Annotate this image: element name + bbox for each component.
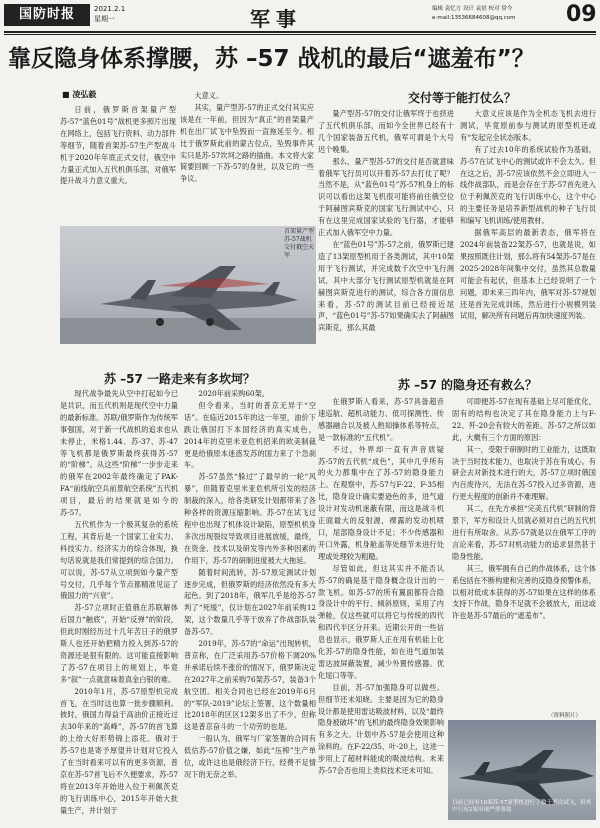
paragraph: 目前，苏-57加强隐身可以做些。但细节还未知晓。主要是因为它的隐身设计都是使用雷达吸波材料，以及“最终隐身被破坏”的飞机的最终隐身效果影响有多之大。计划中苏-57是会使用这种涂料的。在F-22/35、叶-20上，这进一步用上了超材料能成的吸波结构。未来苏-57会否也用上类似技术还未可知。 (318, 682, 444, 776)
paragraph: 其一，受限于研制时的工业能力，这既取决于当时技术能力，也取决于苏在有成心。有研会去对新技术进行的大，苏-57立项时俄国内百废待兴，无法在苏-57投入过多资源，进行更大程度的创新并不难理解。 (452, 444, 596, 502)
paragraph: 五代机作为一个极其复杂的系统工程，其背后是一个国家工业实力、科技实力、经济实力的综合体现，换句话说就是我们常提到的综合国力。可以说，苏-57从立项到如今量产型号交付，几乎每个节点都精准见证了俄国力的“兴衰”。 (60, 519, 178, 601)
paragraph: 不过，外界却一直有声音质疑苏-57的五代机“成色”，其中几乎所有的火力都集中在了苏-57的隐身能力上。在观察中，苏-57与F-22、F-35相比，隐身设计确实要逊色的多，进气道设计对发动机迷蔽有限，而这是战斗机正面最大的反射源，裸露的发动机喷口，尾部隐身设计不足；不少传感器和开口外露，机身舱盖等处细节未进行处理或处理较为粗糙。 (318, 444, 444, 561)
history-column-left (60, 388, 178, 824)
paragraph: 一般认为，俄军与厂家签署的合同有低估苏-57价值之嫌，如此“压榨”生产单位，或许这也是俄经济下行，经费不足情况下的无奈之举。 (184, 734, 316, 779)
paragraph: 在俄罗斯人看来，苏-57具备超音速巡航、超机动能力、低可探测性、传感器融合以及被人熟知操体系等特点，是一款标准的“五代机”。 (318, 397, 444, 442)
photo2-credit: （资料照片） (548, 713, 582, 719)
photo1-caption: 首架量产型苏-57战机交付俄空天军 (284, 228, 315, 259)
subhead-history: 苏 –57 一路走来有多坎坷？ (104, 372, 256, 386)
paragraph: 可即便苏-57在现有基础上尽可能优化，固有的结构也决定了其在隐身能力上与F-22、歼-20会有较大的差距。苏-57之所以如此，大概有三个方面的原因： (452, 397, 596, 442)
paragraph: 2020年前采购60架。 (198, 389, 269, 398)
subhead-delivery: 交付等于能打仗么？ (408, 91, 517, 105)
paragraph: 尽管如此，但这其实并不能否认苏-57的确是基于隐身概念设计出的一款飞机。如苏-57的所有翼面都符合隐身设计中的平行、倾斜原则，采用了内弹舱，仅这些就可以将它与传统的四代和四代半区分开来。近期公开的一些信息也显示，俄罗斯人正在用有机硅上化化苏-57的隐身性能，如在进气道加装雷达波屏蔽装置，减少外置传感器。优化尾口等等。 (318, 563, 444, 680)
section-title: 军事 (250, 7, 302, 31)
paragraph: 大意义。 (194, 91, 224, 100)
stealth-column-right (452, 396, 596, 712)
intro-column-left (60, 104, 176, 222)
paragraph: 苏-57立项时正值俄在苏联解体后国力“触底”，开始“反弹”的阶段，但此时刚经历过十几年苦日子的俄罗斯人也还开始把精力投入到苏-57的资源还是很有限的。这可能直接影响了苏-57在项目上的规划上，毕竟多“叙”一点就意味着真金白银的难。 (60, 603, 178, 684)
paragraph: 大意义应该是作为全机态飞机去进行测试，毕竟原前参与测试的原型机还或有“发起完全状态版本。 (460, 109, 596, 142)
paragraph: 苏-57虽然“躲过”了最早的一轮“风暴”，但随着克里米亚危机所引发的经济制裁的深入，给各类研发计划都带来了各种各样的资源压缩影响。苏-57在试飞过程中也出现了机体设计缺陷，原型机机身多次出现裂纹导致项目进展放缓，最终，在资金、技术以及研发等内外多种因素的作用下，苏-57的研制进度被大大拖延。 (184, 472, 316, 565)
page-header (0, 0, 600, 30)
subhead-stealth: 苏 –57 的隐身还有救么？ (398, 378, 538, 392)
paragraph: 现代战争最先从空中打起如今已是共识，而五代机则是现代空中力量的最新标准。苏联/俄罗斯作为传统军事强国，对于新一代战机的追求也从未停止，米格1.44、苏-37、苏-47等飞机都是俄罗斯最终获得苏-57的“阶梯”。从这些“阶梯”一步步走来的俄军在2002年最终确定了PAK-FA“前线航空兵前景航空系统”五代机项目，最后的结果就是如今的苏-57。 (60, 389, 178, 518)
email-line: e-mail:13536684608@qq.com (432, 15, 516, 21)
paragraph: 随着时间流转，苏-57原定测试计划逐步完成，但俄罗斯的经济依然没有多大起色。到了2018年，俄军几乎是给苏-57判了“死缓”，仅计划在2027年前采购12架，这个数量几乎等于放弃了作战部队装备苏-57。 (184, 567, 316, 637)
header-rule (4, 31, 596, 33)
paragraph: 量产型苏-57的交付让俄军终于也挤进了五代机俱乐部，而如今全世界已经有十几个国家装备五代机，俄军可谓是个大号迟个晚集。 (318, 109, 454, 154)
weekday-text: 星期一 (94, 15, 115, 23)
history-column-right (184, 388, 316, 824)
paragraph: 其二，在先方承担“完美五代机”研制的背景下，军方和设计人员就必须对自己的五代机进行有所取舍。从苏-57就是以在俄军工序的言论来看，苏-57对机动能力的追求显然甚于隐身性能。 (452, 504, 596, 561)
paragraph: 有了过去10年的系统试验作为基础，苏-57在试飞中心的测试或许不会太久。但在这之后，苏-57应该依然不会立即进入一线作战部队，而是会存在于苏-57首先进入位于利佩茨克的飞行训练中心，这个中心的主要任务是培养新型战机的种子飞行员和编写飞机训练/使用教材。 (460, 144, 596, 226)
main-headline: 靠反隐身体系撑腰，苏 –57 战机的最后“遮羞布”？ (8, 46, 535, 72)
stealth-column-left (318, 396, 444, 826)
paragraph: 2010年1月，苏-57原型机完成首飞，在当时这也算一批步骤顺利。彼时，俄国力得益于高油价正接近过去30年来的“高峰”，苏-57的首飞算的上给大好形势锦上添花。俄对于苏-57也是寄予厚望并计划对它投入了在当时看来可以有的更多资源，普京在苏-57首飞后不久便要求，苏-57将在2013年开始进入位于利佩茨克的飞行训练中心，2015年开始大批量生产，并计划于 (60, 686, 178, 815)
date-text: 2021.2.1 (94, 5, 126, 13)
intro-column-right (180, 90, 314, 222)
issue-date (94, 4, 125, 24)
paragraph: 其实，量产型苏-57的正式交付其实应该是在一年前，但因为“真正”的首架量产机在出厂试飞中坠毁而一直拖延至今。相比于俄罗斯此前的蒙古位点，坠毁事件其实只是苏-57坎坷之路的插曲。本文将大家简要回顾一下苏-57的身世，以及它的一些争议。 (180, 102, 314, 184)
su57-photo (60, 226, 316, 344)
byline: ■ 凌弘毅 (62, 90, 97, 99)
paragraph: 日前，俄罗斯首架量产型苏-57“蓝色01号”战机更多照片出现在网络上，包括飞行资料、动力部件等细节，随着首架苏-57生产型战斗机于2020年年底正式交付，俄空中力量正式加入五代机俱乐部，对俄军提升战斗力意义重大。 (60, 105, 176, 186)
editor-line: 编辑 袁忆方 设计 袁晨 校对 常今 (432, 6, 513, 12)
newspaper-logo: 国防时报 (4, 4, 90, 26)
paragraph: 那么，量产型苏-57的交付是否就意味着俄军飞行员可以开着苏-57去打仗了呢？当然不是，从“蓝色01号”苏-57机身上的标识可以看出这架飞机很可能将前往俄空位于阿赫图宾斯克的国家飞行测试中心，只有在这里完成国家试验的飞行器，才能够正式加入俄军空中力量。 (318, 156, 454, 238)
photo2-caption: 目前已经有10架苏-57原型机进行了数千架次试飞，但其中只有2架出现严重事故 (452, 800, 592, 813)
page-number: 09 (566, 2, 597, 27)
delivery-column-right (460, 108, 596, 368)
paragraph: 据俄军高层的最新表态，俄军将在2024年前装备22架苏-57，也就是说，如果按照既往计划，那么将有54架苏-57是在2025-2028年间集中交付，虽然其总数量可能会有起伏，但基本上已经说明了一个问题，即未来三四年内，俄军对苏-57规划还是首先完成训练，然后进行小规模列装试用，解决所有问题后再加快速度列装。 (460, 228, 596, 321)
editor-credits (432, 5, 562, 23)
paragraph: 2019年，苏-57的“命运”出现转机，普京称，在广泛采用苏-57价格下调20%并承诺后续不涨价的情况下，俄罗斯决定在2027年之前采购76架苏-57，装备3个航空团。相关合同也已经在2019年6月的“军队-2019”论坛上签署，这个数量相比2018年的区区12架多出了不少，但称这是普京奋斗的一个功劳的也是。 (184, 639, 316, 732)
paragraph: 在“蓝色01号”苏-57之前，俄罗斯已建造了13架原型机用于各类测试，其中10架用于飞行测试，并完成数千次空中飞行测试，其中大部分飞行测试原型机就是在阿赫图宾斯克进行的测试，综合各方面信息来看，苏-57的测试目前已经接近尾声，“蓝色01号”苏-57如果确实去了阿赫图宾斯克，那么其最 (318, 239, 454, 333)
paragraph: 其三，俄军拥有自己的作战体系，这个体系包括在不断构建和完善的反隐身预警体系，以相对低成本获得的苏-57如果在这样的体系支持下作战，隐身不足就不会被放大，而这或许也是苏-57最后的“遮羞布”。 (452, 563, 596, 621)
header-rule-thin (4, 34, 596, 35)
delivery-column-left (318, 108, 454, 368)
paragraph: 但令看来，当时的普京无异于“空话”。在临近2015年的这一年里，油价下跌让俄国打下本国经济的真实成色，2014年的克里米亚危机招来的欧美制裁更是给俄原本迷惑发苏的国力来了个急刹车。 (184, 400, 316, 470)
su57-illustration (60, 226, 316, 344)
